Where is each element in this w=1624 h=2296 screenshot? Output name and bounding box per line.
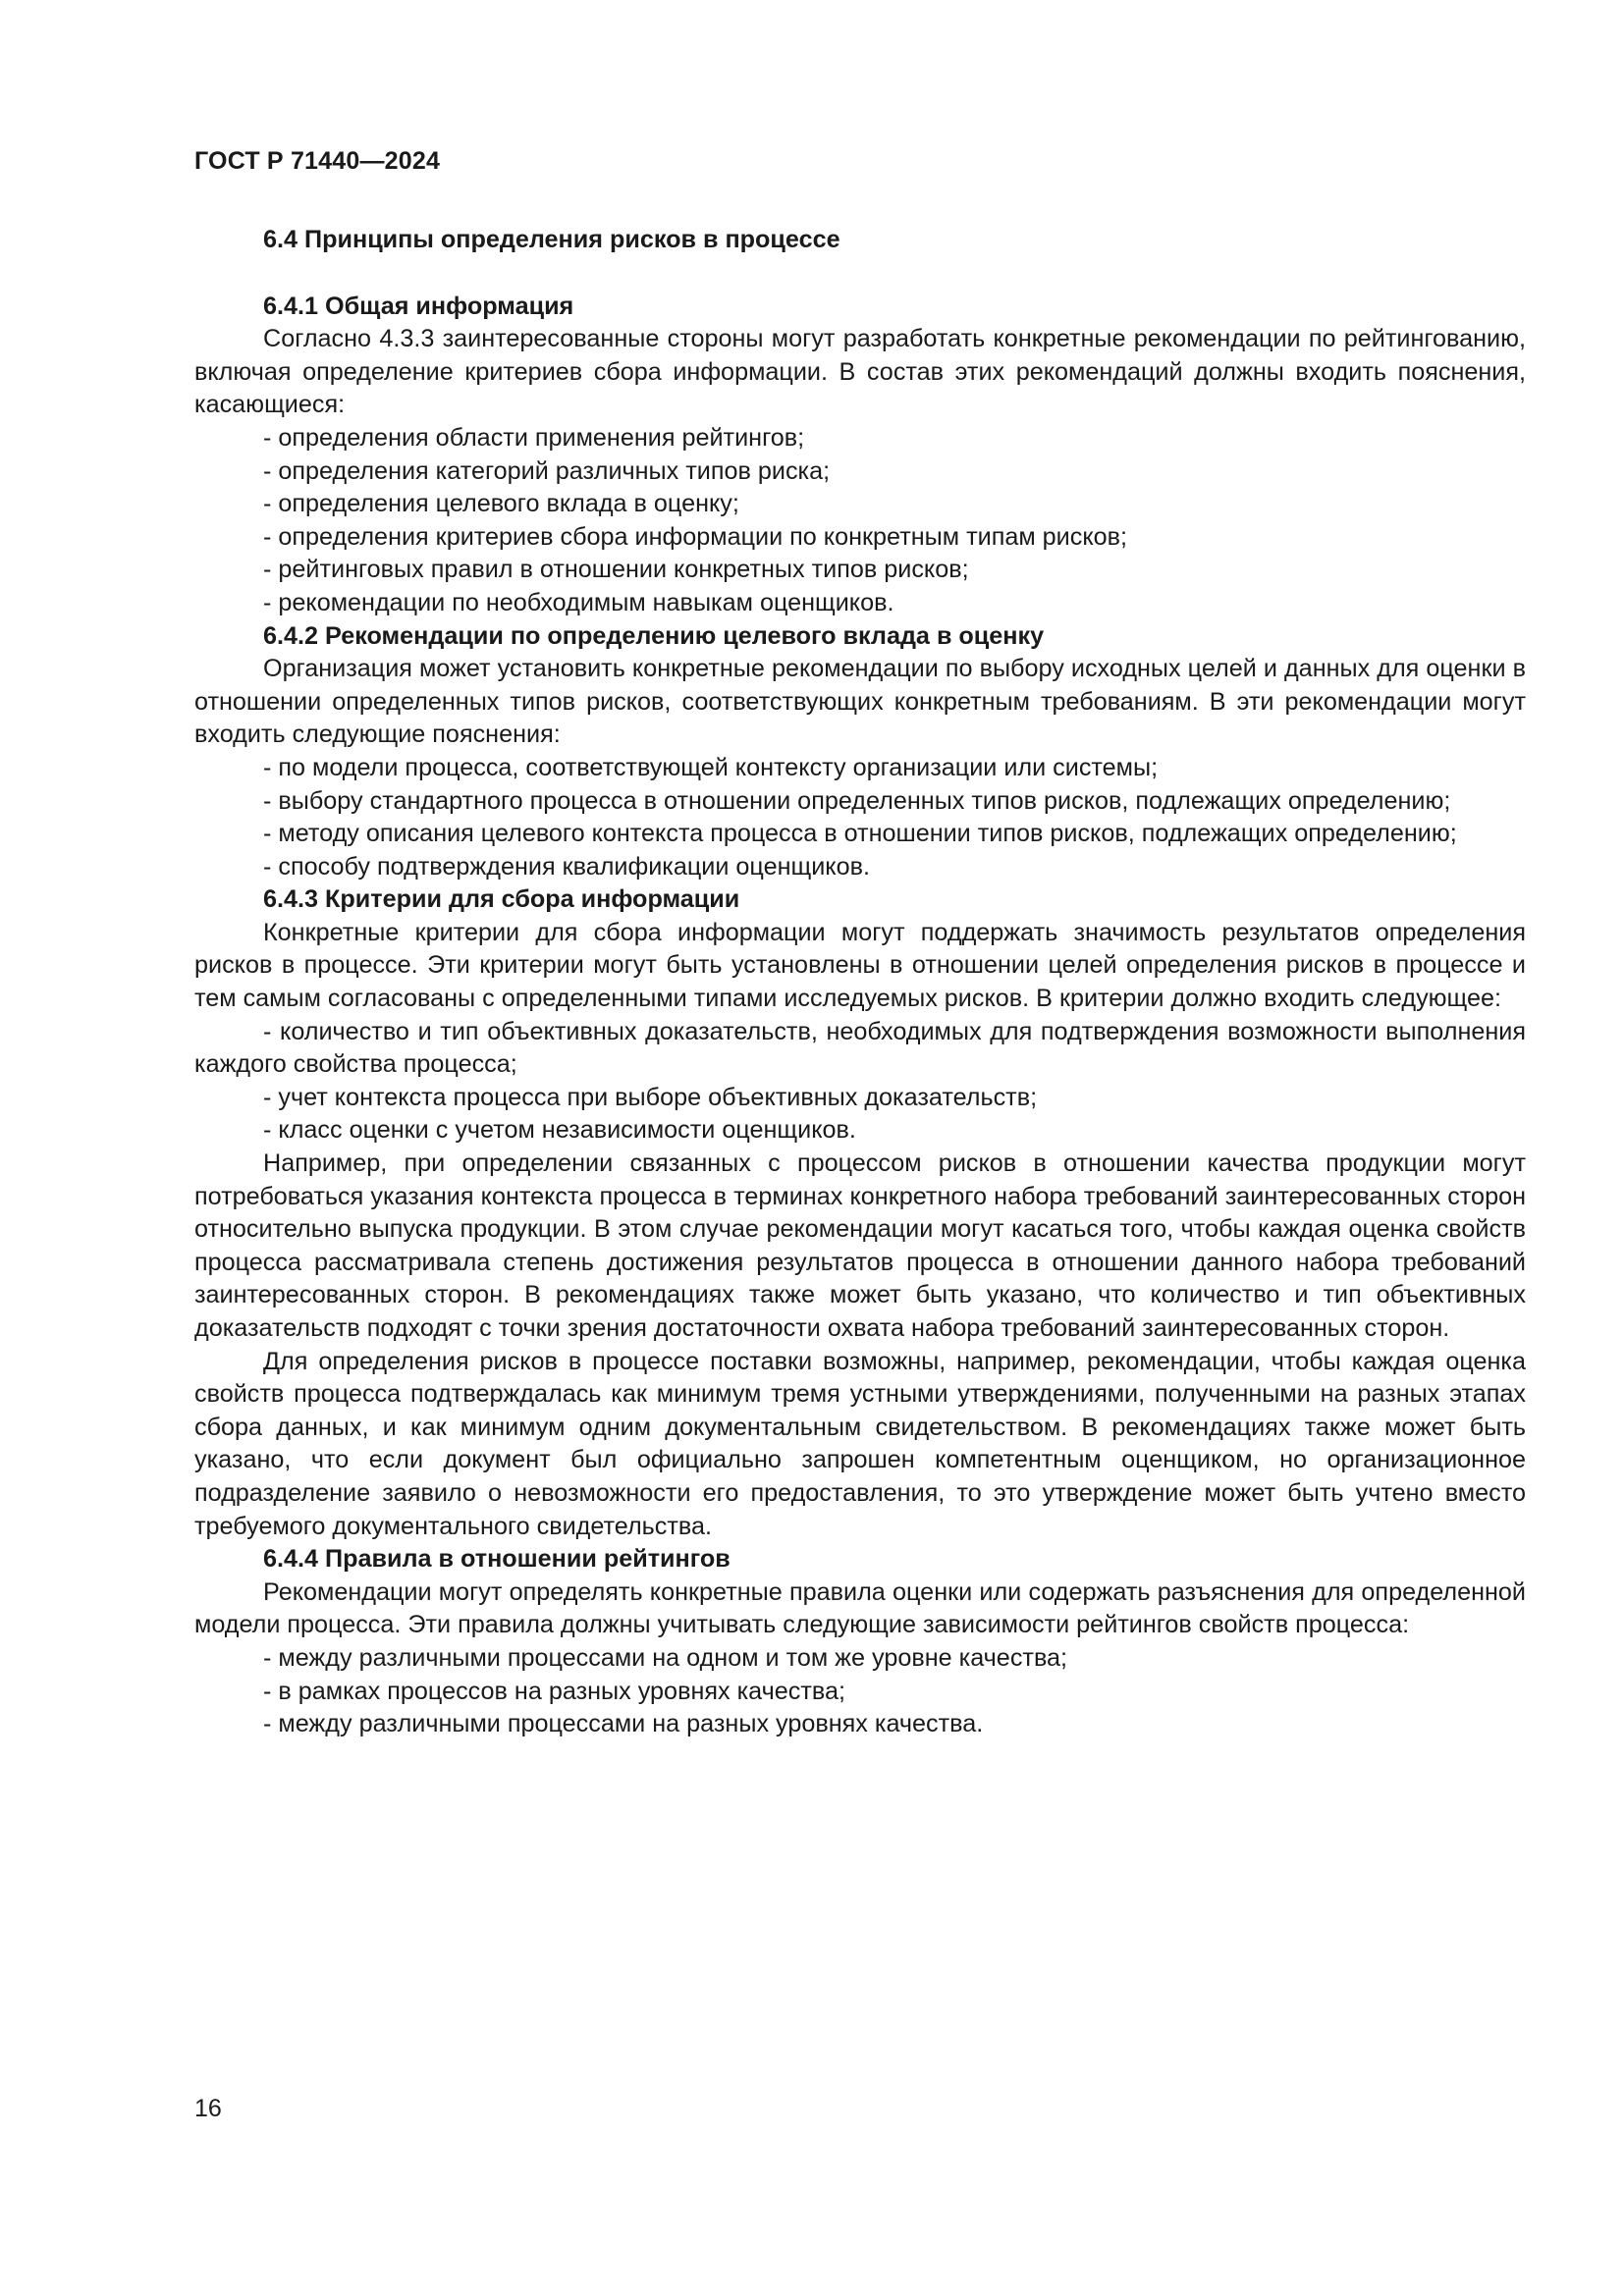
list-item: - между различными процессами на разных уровнях качества. [263,1710,984,1738]
list-item: - определения критериев сбора информации по конкретным типам рисков; [263,522,1128,551]
paragraph: Для определения рисков в процессе поставки возможны, например, рекомендации, чтобы каждая оценка свойств процесса подтверждалась как минимум тремя устными утверждениями, полученными на разных этапах сбора данных, и как минимум одним документальным свидетельством. В рекомендациях также может быть указано, что если документ был официально запрошен компетентным оценщиком, но организационное подразделение заявило о невозможности его предоставления, то это утверждение может быть учтено вместо требуемого документального свидетельства. [194,1347,1526,1540]
list-item: - учет контекста процесса при выборе объективных доказательств; [263,1083,1038,1111]
list-item: - выбору стандартного процесса в отношении определенных типов рисков, подлежащих определению; [263,786,1451,815]
list-item: - способу подтверждения квалификации оценщиков. [263,852,870,881]
list-item: - определения категорий различных типов риска; [263,456,831,485]
list-item: - методу описания целевого контекста процесса в отношении типов рисков, подлежащих определению; [263,820,1457,848]
list-item: - определения целевого вклада в оценку; [263,490,739,518]
paragraph: Например, при определении связанных с процессом рисков в отношении качества продукции могут потребоваться указания контекста процесса в терминах конкретного набора требований заинтересованных сторон относительно выпуска продукции. В этом случае рекомендации могут касаться того, чтобы каждая оценка свойств процесса рассматривала степень достижения результатов процесса в отношении данного набора требований заинтересованных сторон. В рекомендациях также может быть указано, что количество и тип объективных доказательств подходят с точки зрения достаточности охвата набора требований заинтересованных сторон. [194,1149,1526,1342]
list-item: - по модели процесса, соответствующей контексту организации или системы; [263,753,1159,781]
section-6-4-1-heading: 6.4.1 Общая информация [263,292,574,320]
paragraph: Рекомендации могут определять конкретные правила оценки или содержать разъяснения для определенной модели процесса. Эти правила должны учитывать следующие зависимости рейтингов свойств процесса: [194,1577,1526,1639]
list-item: - количество и тип объективных доказательств, необходимых для подтверждения возможности выполнения каждого свойства процесса; [194,1017,1526,1079]
document-header: ГОСТ Р 71440—2024 [194,147,441,175]
list-item: - рейтинговых правил в отношении конкретных типов рисков; [263,556,969,584]
list-item: - класс оценки с учетом независимости оценщиков. [263,1116,856,1145]
list-item: - рекомендации по необходимым навыкам оценщиков. [263,588,894,616]
paragraph: Организация может установить конкретные рекомендации по выбору исходных целей и данных для оценки в отношении определенных типов рисков, соответствующих конкретным требованиям. В эти рекомендации могут входить следующие пояснения: [194,655,1526,749]
list-item: - определения области применения рейтингов; [263,423,805,452]
section-6-4-2-heading: 6.4.2 Рекомендации по определению целевого вклада в оценку [263,621,1045,650]
page-number: 16 [194,2095,222,2122]
list-item: - между различными процессами на одном и том же уровне качества; [263,1643,1068,1672]
document-body [194,224,1526,1741]
list-item: - в рамках процессов на разных уровнях качества; [263,1677,845,1705]
paragraph: Согласно 4.3.3 заинтересованные стороны могут разработать конкретные рекомендации по рейтингованию, включая определение критериев сбора информации. В состав этих рекомендаций должны входить пояснения, касающиеся: [194,325,1526,419]
section-6-4-heading: 6.4 Принципы определения рисков в процессе [263,226,840,253]
section-6-4-4-heading: 6.4.4 Правила в отношении рейтингов [263,1545,731,1574]
paragraph: Конкретные критерии для сбора информации могут поддержать значимость результатов определения рисков в процессе. Эти критерии могут быть установлены в отношении целей определения рисков в процессе и тем самым согласованы с определенными типами исследуемых рисков. В критерии должно входить следующее: [194,918,1526,1013]
section-6-4-3-heading: 6.4.3 Критерии для сбора информации [263,885,740,914]
